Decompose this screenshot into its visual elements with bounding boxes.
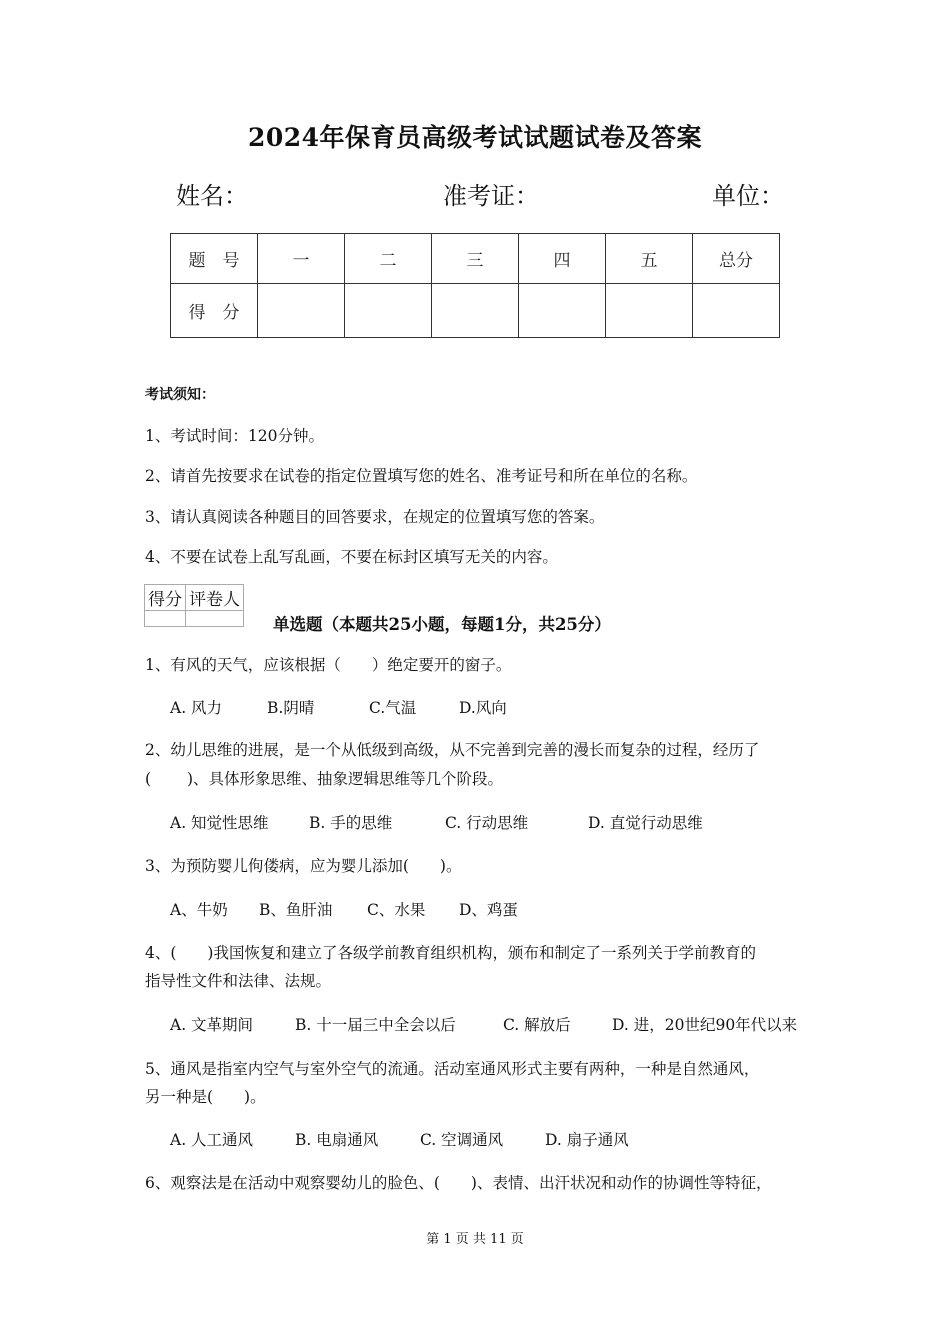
notice-item: 2、请首先按要求在试卷的指定位置填写您的姓名、准考证号和所在单位的名称。: [145, 467, 698, 485]
score-table-score-row: [171, 284, 780, 338]
score-table-header-cell: 三: [432, 234, 519, 284]
option[interactable]: B、鱼肝油: [259, 901, 333, 919]
question-text: 另一种是( )。: [145, 1088, 266, 1106]
score-table-header-cell: 一: [258, 234, 345, 284]
option[interactable]: A. 风力: [170, 699, 223, 717]
question-options: [170, 898, 518, 920]
option[interactable]: B.阴晴: [267, 699, 315, 717]
option[interactable]: D. 扇子通风: [545, 1131, 629, 1149]
score-table-header-cell: 二: [345, 234, 432, 284]
grader-score-cell[interactable]: [145, 611, 186, 627]
exam-id-field-label: 准考证：: [443, 182, 539, 210]
question-options: [170, 696, 507, 718]
notice-item: 3、请认真阅读各种题目的回答要求，在规定的位置填写您的答案。: [145, 508, 605, 526]
grader-box: [144, 584, 244, 627]
option[interactable]: C、水果: [367, 901, 426, 919]
question-text: 指导性文件和法律、法规。: [145, 972, 332, 990]
option[interactable]: A. 人工通风: [170, 1131, 254, 1149]
score-table-header-cell: 题 号: [171, 234, 258, 284]
unit-field-label: 单位：: [712, 182, 784, 210]
option[interactable]: D.风向: [459, 699, 507, 717]
option[interactable]: B. 电扇通风: [295, 1131, 379, 1149]
question-options: [170, 811, 703, 833]
question-text: 3、为预防婴儿佝偻病，应为婴儿添加( )。: [145, 857, 462, 875]
question-text: 2、幼儿思维的进展，是一个从低级到高级，从不完善到完善的漫长而复杂的过程，经历了: [145, 741, 760, 759]
question-text: 4、( )我国恢复和建立了各级学前教育组织机构，颁布和制定了一系列关于学前教育的: [145, 944, 756, 962]
notice-item: 4、不要在试卷上乱写乱画，不要在标封区填写无关的内容。: [145, 548, 558, 566]
option[interactable]: A. 文革期间: [170, 1016, 254, 1034]
score-table-header-cell: 总分: [693, 234, 780, 284]
score-cell[interactable]: [432, 284, 519, 338]
name-field-label: 姓名：: [176, 182, 248, 210]
grader-reviewer-label: 评卷人: [186, 585, 244, 611]
option[interactable]: C.气温: [369, 699, 417, 717]
page-footer: 第 1 页 共 11 页: [426, 1232, 524, 1247]
score-table-header-cell: 四: [519, 234, 606, 284]
question-text: ( )、具体形象思维、抽象逻辑思维等几个阶段。: [145, 770, 504, 788]
question-text: 6、观察法是在活动中观察婴幼儿的脸色、( )、表情、出汗状况和动作的协调性等特征，: [145, 1174, 772, 1192]
score-row-label: 得 分: [171, 284, 258, 338]
option[interactable]: D. 直觉行动思维: [588, 814, 703, 832]
score-cell[interactable]: [345, 284, 432, 338]
option[interactable]: C. 行动思维: [445, 814, 529, 832]
option[interactable]: D. 进，20世纪90年代以来: [612, 1016, 798, 1034]
page-title: 2024年保育员高级考试试题试卷及答案: [247, 123, 703, 152]
question-text: 1、有风的天气，应该根据（ ）绝定要开的窗子。: [145, 656, 512, 674]
score-table-header-row: [171, 234, 780, 284]
score-cell[interactable]: [606, 284, 693, 338]
score-cell[interactable]: [693, 284, 780, 338]
score-table: [170, 233, 780, 338]
option[interactable]: A、牛奶: [170, 901, 228, 919]
option[interactable]: C. 空调通风: [420, 1131, 504, 1149]
notice-item: 1、考试时间：120分钟。: [145, 427, 324, 445]
option[interactable]: D、鸡蛋: [459, 901, 518, 919]
option[interactable]: C. 解放后: [503, 1016, 571, 1034]
grader-score-label: 得分: [145, 585, 186, 611]
option[interactable]: B. 手的思维: [309, 814, 393, 832]
option[interactable]: B. 十一届三中全会以后: [295, 1016, 456, 1034]
notice-heading: 考试须知：: [145, 387, 215, 403]
question-text: 5、通风是指室内空气与室外空气的流通。活动室通风形式主要有两种，一种是自然通风，: [145, 1060, 760, 1078]
score-cell[interactable]: [258, 284, 345, 338]
score-cell[interactable]: [519, 284, 606, 338]
grader-reviewer-cell[interactable]: [186, 611, 244, 627]
option[interactable]: A. 知觉性思维: [170, 814, 269, 832]
question-options: [170, 1128, 629, 1150]
section-title: 单选题（本题共25小题，每题1分，共25分）: [273, 615, 611, 634]
question-options: [170, 1013, 797, 1035]
score-table-header-cell: 五: [606, 234, 693, 284]
